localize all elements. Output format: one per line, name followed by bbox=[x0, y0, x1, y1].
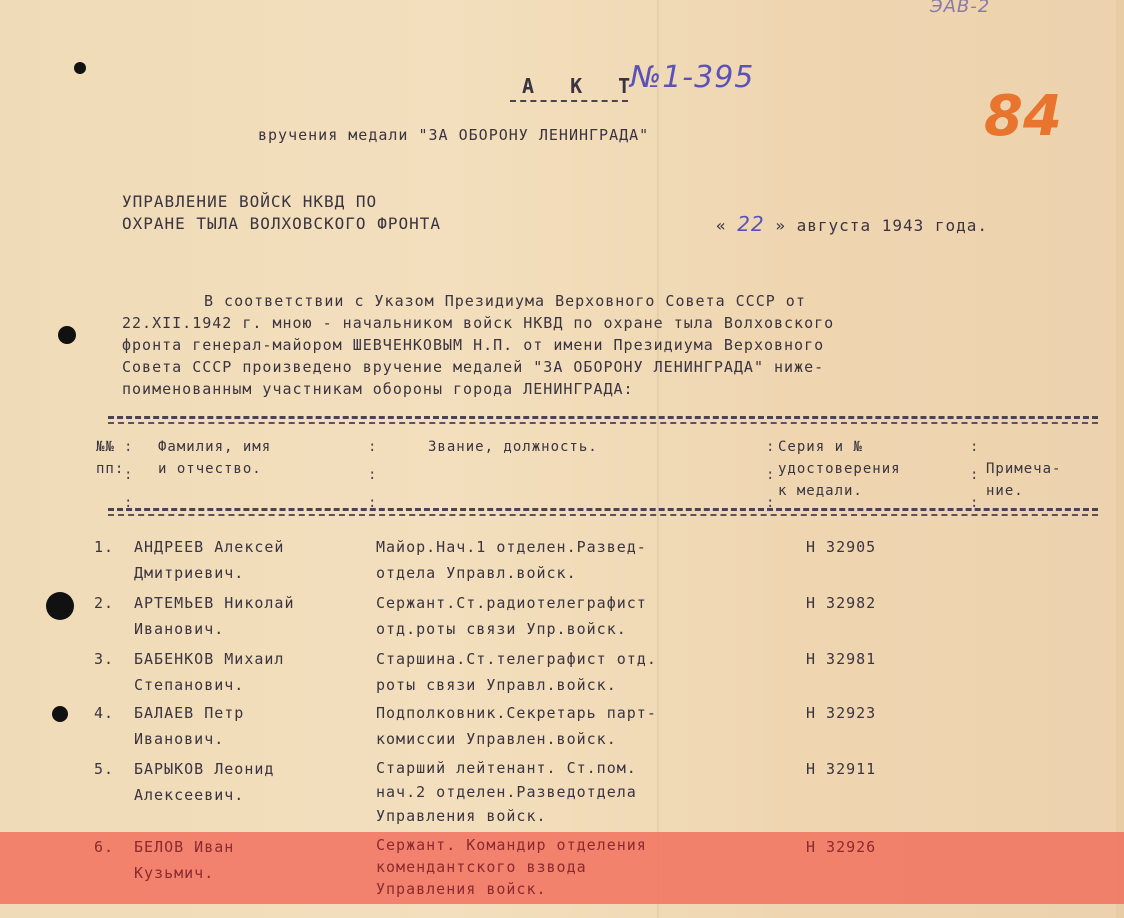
page-number: 84 bbox=[984, 84, 1062, 149]
column-separator: : : : bbox=[766, 439, 775, 511]
document-title: А К Т bbox=[522, 74, 643, 98]
row-number: 5. bbox=[94, 760, 115, 778]
row-name: АНДРЕЕВ Алексей Дмитриевич. bbox=[134, 538, 285, 582]
column-separator: : : : bbox=[124, 439, 133, 511]
row-cert: Н 32926 bbox=[806, 838, 877, 856]
document-number: №1-395 bbox=[630, 60, 755, 95]
document-subtitle: вручения медали "ЗА ОБОРОНУ ЛЕНИНГРАДА" bbox=[258, 126, 650, 144]
intro-line-2: 22.XII.1942 г. мною - начальником войск НКВД по охране тыла Волховского bbox=[122, 314, 835, 332]
date-open-quote: « bbox=[716, 216, 727, 235]
header-note: Примеча- ние. bbox=[986, 461, 1062, 499]
date-line bbox=[716, 212, 988, 236]
header-num: №№ пп: bbox=[96, 439, 125, 477]
row-number: 1. bbox=[94, 538, 115, 556]
intro-line-5: поименованным участникам обороны города ЛЕНИНГРАДА: bbox=[122, 380, 634, 398]
row-cert: Н 32923 bbox=[806, 704, 877, 722]
row-name: АРТЕМЬЕВ Николай Иванович. bbox=[134, 594, 295, 638]
row-number: 3. bbox=[94, 650, 115, 668]
paper-fold bbox=[657, 0, 659, 918]
row-name: БАРЫКОВ Леонид Алексеевич. bbox=[134, 760, 275, 804]
row-cert: Н 32982 bbox=[806, 594, 877, 612]
column-separator: : : : bbox=[970, 439, 979, 511]
row-rank: Сержант.Ст.радиотелеграфист отд.роты связи Упр.войск. bbox=[376, 594, 647, 638]
row-rank: Сержант. Командир отделения комендантского взвода Управления войск. bbox=[376, 836, 647, 898]
organization-line-2: ОХРАНЕ ТЫЛА ВОЛХОВСКОГО ФРОНТА bbox=[122, 214, 441, 233]
intro-line-1: В соответствии с Указом Президиума Верховного Совета СССР от bbox=[204, 292, 806, 310]
page-edge bbox=[1116, 0, 1124, 918]
punch-hole bbox=[46, 592, 74, 620]
title-underline bbox=[510, 100, 628, 102]
organization-line-1: УПРАВЛЕНИЕ ВОЙСК НКВД ПО bbox=[122, 192, 378, 211]
row-number: 2. bbox=[94, 594, 115, 612]
row-number: 6. bbox=[94, 838, 115, 856]
row-name: БАБЕНКОВ Михаил Степанович. bbox=[134, 650, 285, 694]
row-number: 4. bbox=[94, 704, 115, 722]
row-rank: Майор.Нач.1 отделен.Развед- отдела Управл.войск. bbox=[376, 538, 647, 582]
row-cert: Н 32981 bbox=[806, 650, 877, 668]
row-rank: Подполковник.Секретарь парт- комиссии Управлен.войск. bbox=[376, 704, 657, 748]
corner-note: ЭАВ-2 bbox=[930, 0, 991, 17]
date-rest: » августа 1943 года. bbox=[775, 216, 989, 235]
row-name: БЕЛОВ Иван Кузьмич. bbox=[134, 838, 235, 882]
row-rank: Старшина.Ст.телеграфист отд. роты связи Управл.войск. bbox=[376, 650, 657, 694]
table-top-border bbox=[108, 416, 1098, 419]
header-bottom-border-2 bbox=[108, 514, 1098, 516]
intro-line-4: Совета СССР произведено вручение медалей "ЗА ОБОРОНУ ЛЕНИНГРАДА" ниже- bbox=[122, 358, 825, 376]
header-rank: Звание, должность. bbox=[428, 439, 598, 455]
punch-hole bbox=[58, 326, 76, 344]
row-name: БАЛАЕВ Петр Иванович. bbox=[134, 704, 245, 748]
row-rank: Старший лейтенант. Ст.пом. нач.2 отделен.Разведотдела Управления войск. bbox=[376, 759, 637, 825]
table-top-border-2 bbox=[108, 422, 1098, 424]
header-bottom-border bbox=[108, 508, 1098, 511]
date-day: 22 bbox=[737, 212, 765, 236]
header-name: Фамилия, имя и отчество. bbox=[158, 439, 272, 477]
punch-hole bbox=[52, 706, 68, 722]
row-cert: Н 32905 bbox=[806, 538, 877, 556]
punch-hole bbox=[74, 62, 86, 74]
header-cert: Серия и № удостоверения к медали. bbox=[778, 439, 901, 499]
row-cert: Н 32911 bbox=[806, 760, 877, 778]
column-separator: : : : bbox=[368, 439, 377, 511]
intro-line-3: фронта генерал-майором ШЕВЧЕНКОВЫМ Н.П. от имени Президиума Верховного bbox=[122, 336, 825, 354]
